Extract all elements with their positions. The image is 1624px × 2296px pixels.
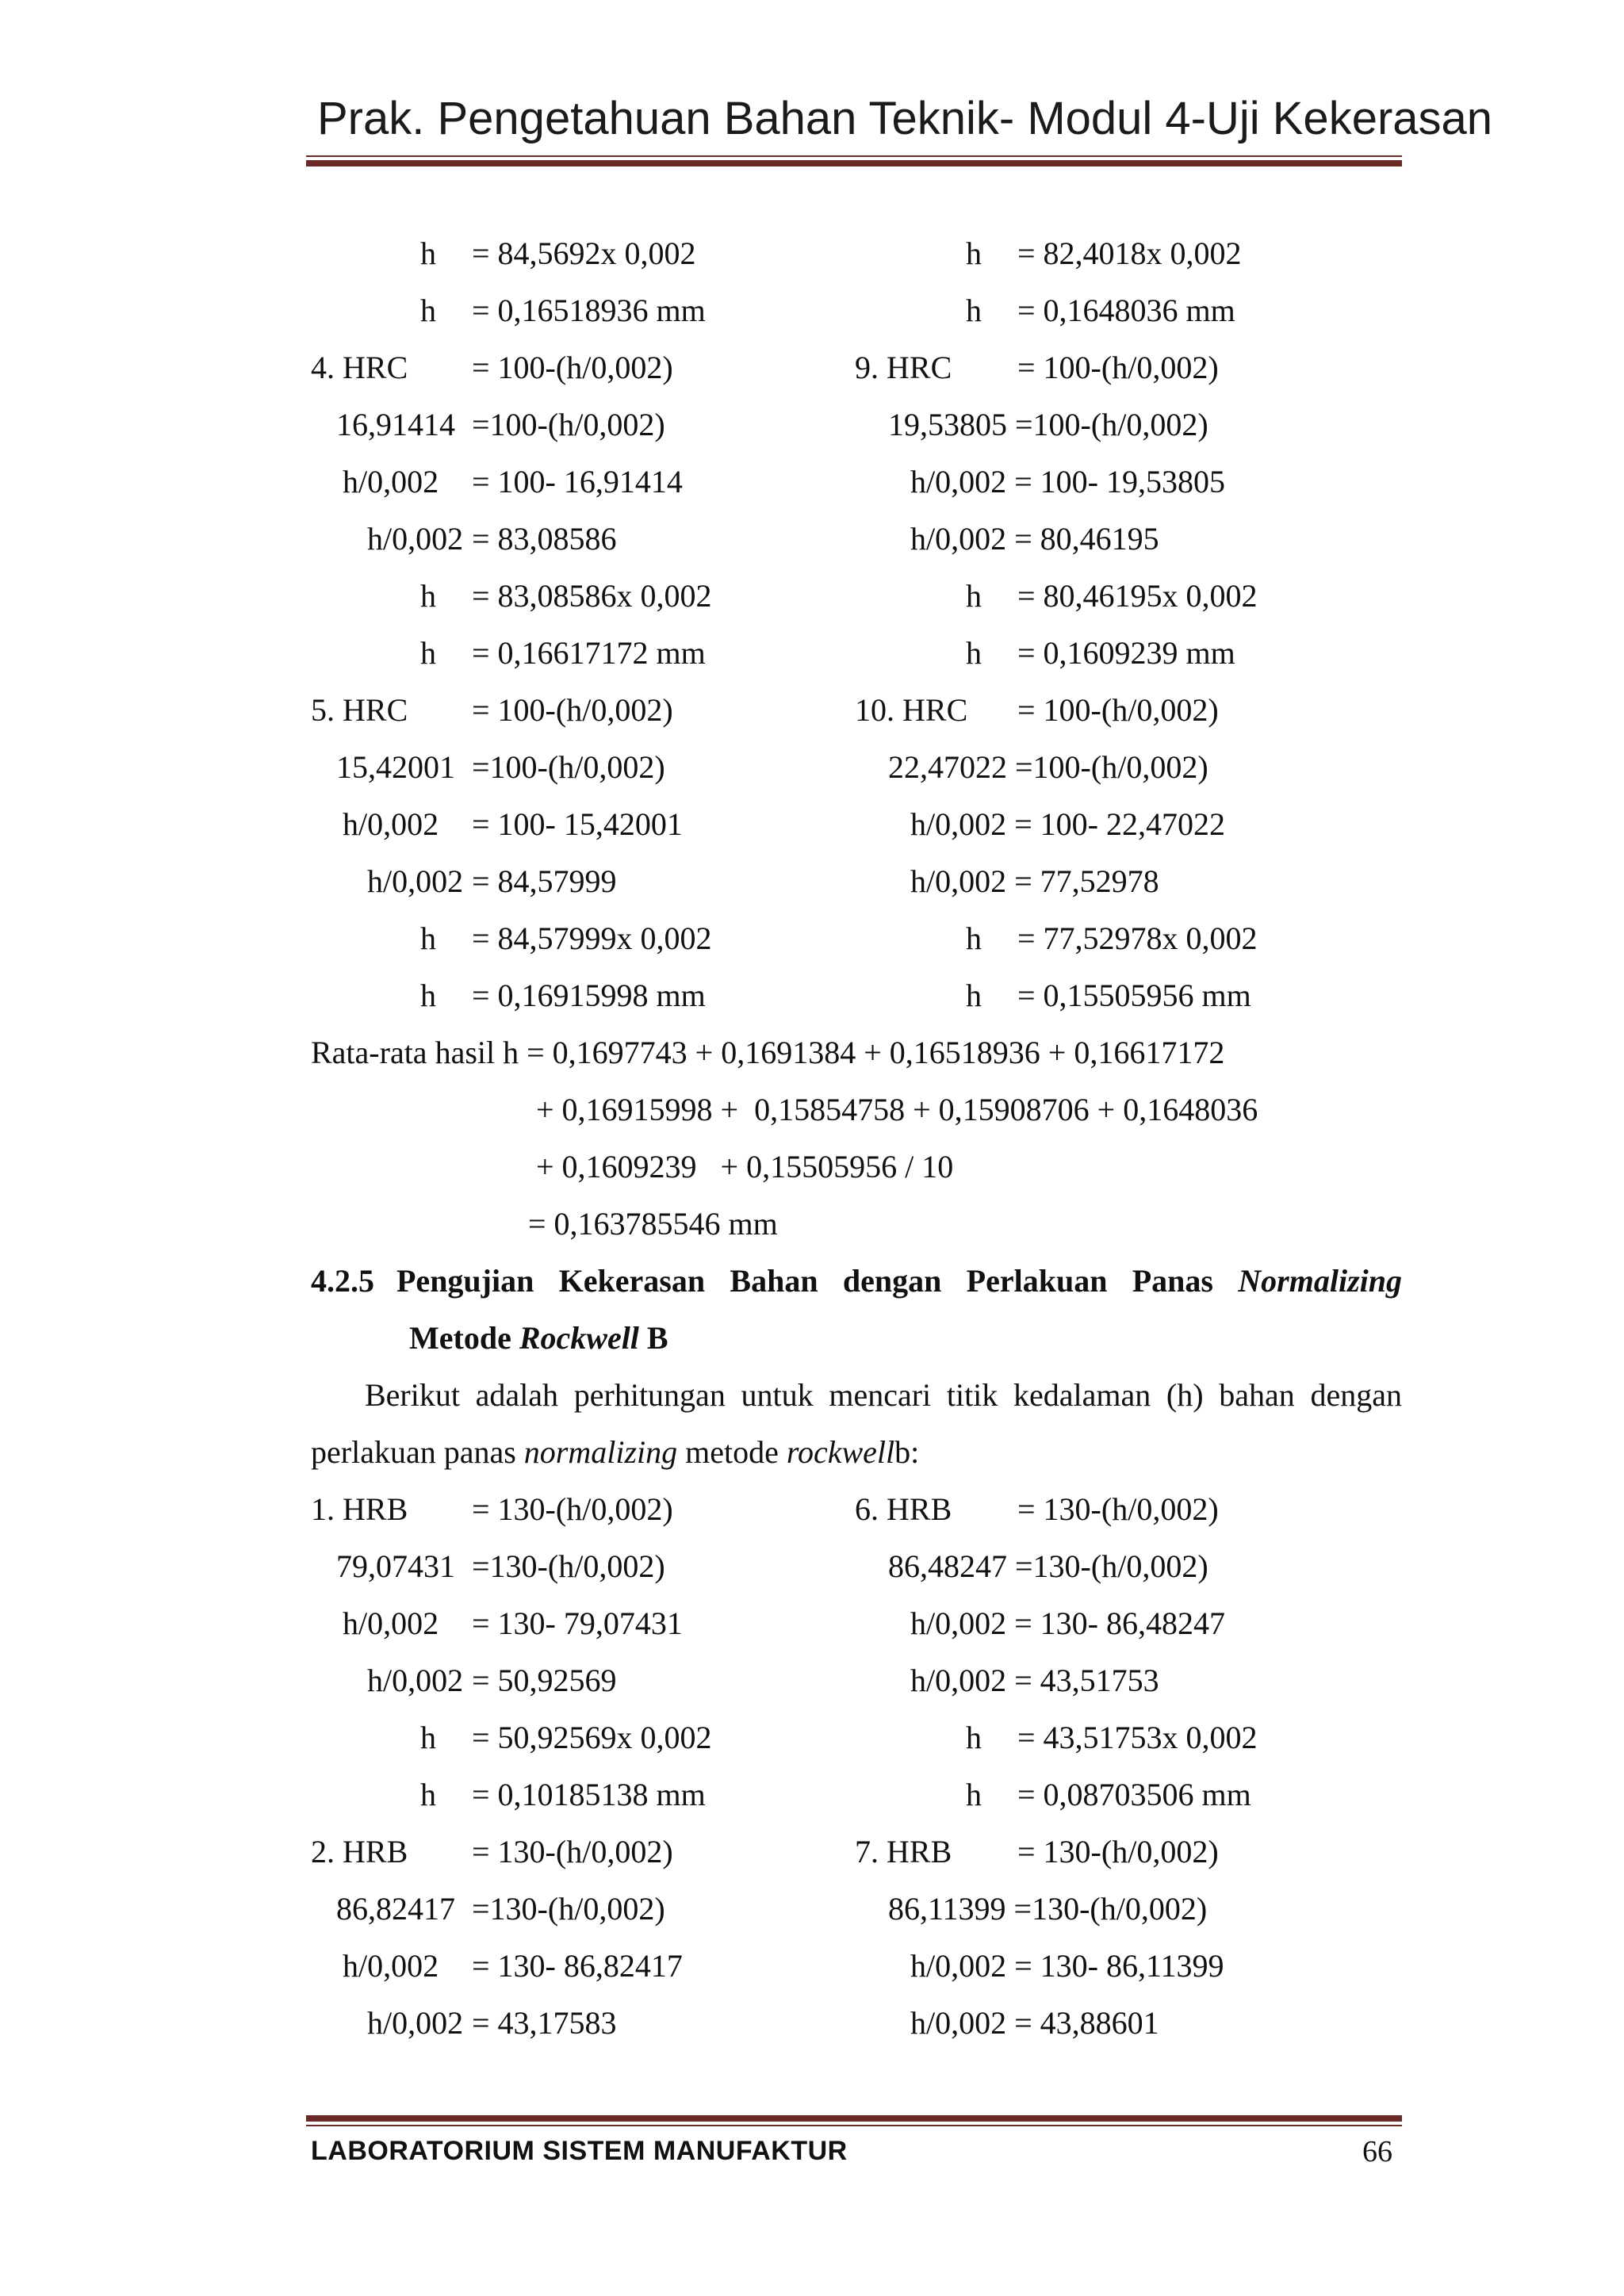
hrc5-h1-label: h xyxy=(420,920,436,956)
hrb2-h002-result: = 43,17583 xyxy=(472,2005,617,2041)
page-number: 66 xyxy=(1362,2135,1392,2168)
hrc4-h1-expr: = 83,08586x 0,002 xyxy=(472,578,712,614)
hrc5-formula: = 100-(h/0,002) xyxy=(472,692,673,728)
section-title2-suffix: B xyxy=(646,1320,668,1356)
hrb1-formula: = 130-(h/0,002) xyxy=(472,1491,673,1527)
hrb1-h2-result: = 0,10185138 mm xyxy=(472,1777,706,1812)
hrc3-h2-result: = 0,16518936 mm xyxy=(472,293,706,328)
hrc4-formula-2: =100-(h/0,002) xyxy=(472,407,665,442)
hrc3-h1-expr: = 84,5692x 0,002 xyxy=(472,235,696,271)
hrc9-h2-result: = 0,1609239 mm xyxy=(1017,635,1235,671)
average-result: = 0,163785546 mm xyxy=(528,1206,778,1242)
hrc9-line-3: h/0,002 = 100- 19,53805 xyxy=(910,464,1225,499)
hrb2-label: 2. HRB xyxy=(311,1834,408,1869)
hrb7-formula: = 130-(h/0,002) xyxy=(1017,1834,1219,1869)
intro-line-1: Berikut adalah perhitungan untuk mencari titik kedalaman (h) bahan dengan xyxy=(365,1377,1402,1413)
footer-rule-thin xyxy=(306,2125,1402,2126)
hrb7-line-2: 86,11399 =130-(h/0,002) xyxy=(888,1891,1208,1927)
hrc10-formula: = 100-(h/0,002) xyxy=(1017,692,1219,728)
hrb7-label: 7. HRB xyxy=(855,1834,952,1869)
hrc9-label: 9. HRC xyxy=(855,350,952,385)
page-header-title: Prak. Pengetahuan Bahan Teknik- Modul 4-Uji Kekerasan xyxy=(317,93,1493,144)
section-title2-text: Metode xyxy=(409,1320,511,1356)
hrb6-h1-label: h xyxy=(966,1720,982,1755)
hrb1-value: 79,07431 xyxy=(336,1548,455,1584)
hrb7-line-4: h/0,002 = 43,88601 xyxy=(910,2005,1159,2041)
hrb1-h1-label: h xyxy=(420,1720,436,1755)
hrc4-h002-label: h/0,002 xyxy=(343,464,439,499)
hrb6-line-2: 86,48247 =130-(h/0,002) xyxy=(888,1548,1208,1584)
hrb1-h2-label: h xyxy=(420,1777,436,1812)
hrb2-formula-2: =130-(h/0,002) xyxy=(472,1891,665,1927)
intro-text-c: b: xyxy=(894,1434,920,1470)
section-title2-italic: Rockwell xyxy=(519,1320,639,1356)
section-title-italic: Normalizing xyxy=(1238,1263,1402,1299)
hrc5-h1-expr: = 84,57999x 0,002 xyxy=(472,920,712,956)
hrc9-line-2: 19,53805 =100-(h/0,002) xyxy=(888,407,1208,442)
average-line-3: + 0,1609239 + 0,15505956 / 10 xyxy=(536,1149,954,1184)
hrb2-h002-label: h/0,002 xyxy=(343,1948,439,1984)
hrb6-formula: = 130-(h/0,002) xyxy=(1017,1491,1219,1527)
hrc10-h1-label: h xyxy=(966,920,982,956)
hrc5-h002-label-2: h/0,002 xyxy=(367,863,464,899)
hrc4-formula: = 100-(h/0,002) xyxy=(472,350,673,385)
hrb1-h002-label-2: h/0,002 xyxy=(367,1663,464,1698)
intro-text-b: metode xyxy=(685,1434,779,1470)
hrc5-h2-result: = 0,16915998 mm xyxy=(472,978,706,1013)
hrc10-h2-result: = 0,15505956 mm xyxy=(1017,978,1251,1013)
hrb2-h002-label-2: h/0,002 xyxy=(367,2005,464,2041)
hrc3-h1-label: h xyxy=(420,235,436,271)
hrb2-subtraction: = 130- 86,82417 xyxy=(472,1948,683,1984)
hrc4-h002-label-2: h/0,002 xyxy=(367,521,464,557)
hrc5-h002-result: = 84,57999 xyxy=(472,863,617,899)
hrc5-subtraction: = 100- 15,42001 xyxy=(472,806,683,842)
hrb6-h2-result: = 0,08703506 mm xyxy=(1017,1777,1251,1812)
hrc5-value: 15,42001 xyxy=(336,749,455,785)
section-number: 4.2.5 xyxy=(311,1263,374,1299)
hrb6-h2-label: h xyxy=(966,1777,982,1812)
hrc4-label: 4. HRC xyxy=(311,350,408,385)
hrc5-label: 5. HRC xyxy=(311,692,408,728)
hrb1-h002-label: h/0,002 xyxy=(343,1605,439,1641)
hrc8-h1-label: h xyxy=(966,235,982,271)
hrb1-subtraction: = 130- 79,07431 xyxy=(472,1605,683,1641)
hrc9-h2-label: h xyxy=(966,635,982,671)
footer-rule-thick xyxy=(306,2115,1402,2122)
intro-italic-rockwell: rockwell xyxy=(786,1434,895,1470)
footer-lab-name: LABORATORIUM SISTEM MANUFAKTUR xyxy=(311,2136,848,2166)
hrc8-h2-label: h xyxy=(966,293,982,328)
hrb7-line-3: h/0,002 = 130- 86,11399 xyxy=(910,1948,1224,1984)
hrc8-h1-expr: = 82,4018x 0,002 xyxy=(1017,235,1242,271)
hrc9-h1-label: h xyxy=(966,578,982,614)
hrc10-h1-expr: = 77,52978x 0,002 xyxy=(1017,920,1258,956)
hrc3-h2-label: h xyxy=(420,293,436,328)
section-title-text: Pengujian Kekerasan Bahan dengan Perlakuan Panas xyxy=(396,1263,1213,1299)
intro-line-2 xyxy=(311,1434,920,1470)
hrc5-formula-2: =100-(h/0,002) xyxy=(472,749,665,785)
hrc8-h2-result: = 0,1648036 mm xyxy=(1017,293,1235,328)
hrc5-h002-label: h/0,002 xyxy=(343,806,439,842)
hrc4-subtraction: = 100- 16,91414 xyxy=(472,464,683,499)
hrc10-line-4: h/0,002 = 77,52978 xyxy=(910,863,1159,899)
hrb1-h1-expr: = 50,92569x 0,002 xyxy=(472,1720,712,1755)
hrc4-h2-label: h xyxy=(420,635,436,671)
hrc5-h2-label: h xyxy=(420,978,436,1013)
hrc10-line-2: 22,47022 =100-(h/0,002) xyxy=(888,749,1208,785)
average-line-2: + 0,16915998 + 0,15854758 + 0,15908706 + 0,1648036 xyxy=(536,1092,1258,1127)
hrb1-label: 1. HRB xyxy=(311,1491,408,1527)
hrc4-h1-label: h xyxy=(420,578,436,614)
hrc9-h1-expr: = 80,46195x 0,002 xyxy=(1017,578,1258,614)
hrc9-formula: = 100-(h/0,002) xyxy=(1017,350,1219,385)
hrb1-h002-result: = 50,92569 xyxy=(472,1663,617,1698)
hrc10-line-3: h/0,002 = 100- 22,47022 xyxy=(910,806,1225,842)
hrc4-value: 16,91414 xyxy=(336,407,455,442)
hrb2-value: 86,82417 xyxy=(336,1891,455,1927)
hrb1-formula-2: =130-(h/0,002) xyxy=(472,1548,665,1584)
intro-text-a: perlakuan panas xyxy=(311,1434,516,1470)
average-line-1: Rata-rata hasil h = 0,1697743 + 0,1691384 + 0,16518936 + 0,16617172 xyxy=(311,1035,1225,1070)
hrb2-formula: = 130-(h/0,002) xyxy=(472,1834,673,1869)
hrc4-h2-result: = 0,16617172 mm xyxy=(472,635,706,671)
hrb6-line-3: h/0,002 = 130- 86,48247 xyxy=(910,1605,1225,1641)
hrb6-label: 6. HRB xyxy=(855,1491,952,1527)
intro-italic-normalizing: normalizing xyxy=(523,1434,678,1470)
section-title xyxy=(396,1265,1402,1297)
hrc10-h2-label: h xyxy=(966,978,982,1013)
hrc4-h002-result: = 83,08586 xyxy=(472,521,617,557)
hrb6-line-4: h/0,002 = 43,51753 xyxy=(910,1663,1159,1698)
hrb6-h1-expr: = 43,51753x 0,002 xyxy=(1017,1720,1258,1755)
section-title-line-2 xyxy=(409,1322,668,1354)
hrc9-line-4: h/0,002 = 80,46195 xyxy=(910,521,1159,557)
hrc10-label: 10. HRC xyxy=(855,692,968,728)
